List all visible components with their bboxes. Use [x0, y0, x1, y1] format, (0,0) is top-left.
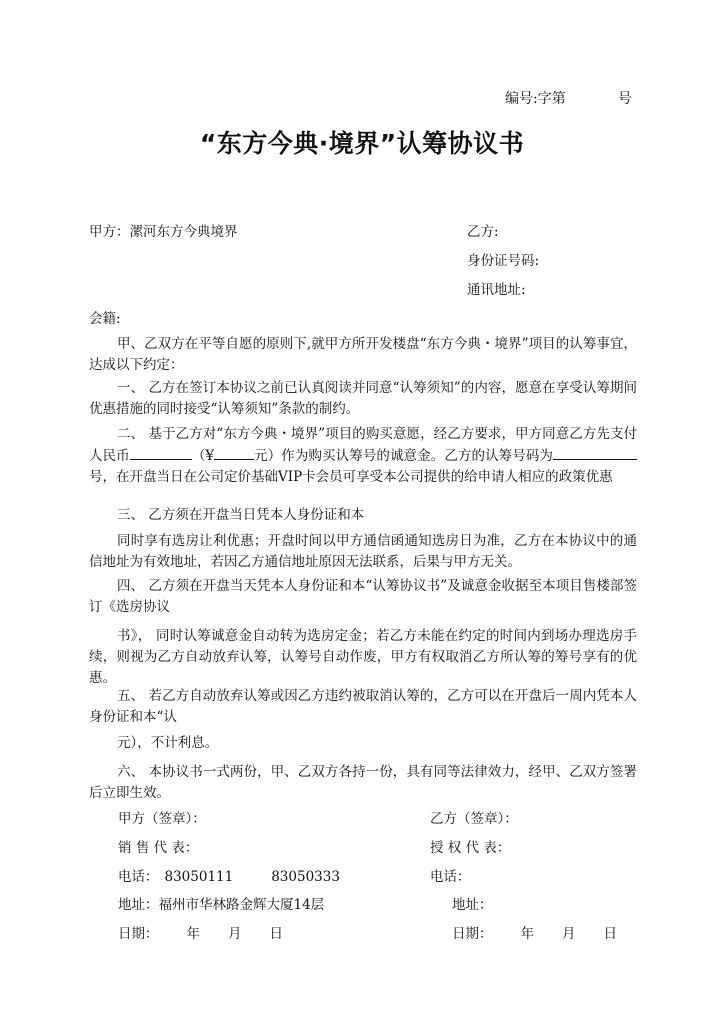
date-year: 年 — [186, 926, 200, 942]
party-a-phone — [118, 865, 340, 885]
clause-3: 三、 乙方须在开盘当日凭本人身份证和本 — [117, 507, 365, 523]
party-a: 甲方：漯河东方今典境界 — [89, 224, 238, 240]
clause-2-part-d: 号，在开盘当日在公司定价基础VIP卡会员可享受本公司提供的给申请人相应的政策优惠 — [89, 469, 613, 485]
amount-figure-blank — [214, 445, 254, 460]
intro-paragraph: 甲、乙双方在平等自愿的原则下,就甲方所开发楼盘“东方今典・境界”项目的认筹事宜，达成以下约定： — [89, 336, 637, 373]
clause-2-part-b: （¥ — [191, 448, 215, 464]
clause-2 — [89, 424, 637, 488]
party-a-date — [118, 922, 283, 942]
subscription-number-blank — [553, 445, 637, 460]
clause-1: 一、 乙方在签订本协议之前已认真阅读并同意“认筹须知”的内容，愿意在享受认筹期间优惠措施的同时接受“认筹须知”条款的制约。 — [89, 380, 637, 417]
clause-4-continued: 书》， 同时认筹诚意金自动转为选房定金；若乙方未能在约定的时间内到场办理选房手续，则视为乙方自动放弃认筹，认筹号自动作废，甲方有权取消乙方所认筹的筹号享有的优惠。 — [89, 628, 637, 686]
party-b-signature: 乙方（签章）： — [430, 811, 518, 827]
amount-blank — [130, 445, 192, 460]
clause-4: 四、 乙方须在开盘当天凭本人身份证和本“认筹协议书”及诚意金收据至本项目售楼部签订《选房协议 — [89, 578, 637, 615]
document-title: “东方今典·境界”认筹协议书 — [199, 129, 525, 158]
clause-5-continued: 元），不计利息。 — [117, 735, 219, 751]
date-day: 日 — [269, 926, 283, 942]
id-number-label: 身份证号码: — [467, 253, 540, 269]
serial-suffix: 号 — [617, 91, 632, 107]
clause-2-part-c: 元）作为购买认筹号的诚意金。乙方的认筹号码为 — [254, 448, 554, 464]
party-b-phone: 电话： — [430, 869, 471, 885]
phone-number-1: 83050111 — [164, 869, 234, 885]
party-b-address: 地址： — [452, 897, 493, 913]
party-a-signature: 甲方（签章）： — [118, 811, 206, 827]
authorized-representative: 授 权 代 表： — [430, 840, 511, 856]
date-year: 年 — [520, 926, 534, 942]
party-b: 乙方: — [467, 224, 499, 240]
date-month: 月 — [562, 926, 576, 942]
phone-number-2: 83050333 — [271, 869, 340, 885]
date-month: 月 — [228, 926, 242, 942]
clause-5: 五、 若乙方自动放弃认筹或因乙方违约被取消认筹的，乙方可以在开盘后一周内凭本人身份证和本“认 — [89, 688, 637, 725]
date-label: 日期： — [452, 926, 493, 942]
date-day: 日 — [603, 926, 617, 942]
phone-label: 电话： — [118, 869, 159, 885]
clause-3-continued: 同时享有选房让利优惠；开盘时间以甲方通信函通知选房日为准，乙方在本协议中的通信地址为有效地址，若因乙方通信地址原因无法联系，后果与甲方无关。 — [89, 533, 637, 570]
date-label: 日期： — [118, 926, 159, 942]
party-b-date — [452, 922, 617, 942]
sales-representative: 销 售 代 表： — [118, 840, 199, 856]
address-label: 通讯地址: — [467, 282, 526, 298]
clause-6: 六、 本协议书一式两份，甲、乙双方各持一份，具有同等法律效力，经甲、乙双方签署后立即生效。 — [89, 764, 637, 801]
native-place-label: 会籍: — [89, 311, 121, 327]
serial-prefix: 编号:字第 — [505, 91, 566, 107]
serial-number — [505, 88, 632, 108]
clause-2-part-a: 二、 基于乙方对“东方今典・境界”项目的购买意愿，经乙方要求，甲方同意乙方先支付人民币 — [89, 426, 637, 464]
party-a-address: 地址：福州市华林路金辉大厦14层 — [118, 897, 325, 913]
